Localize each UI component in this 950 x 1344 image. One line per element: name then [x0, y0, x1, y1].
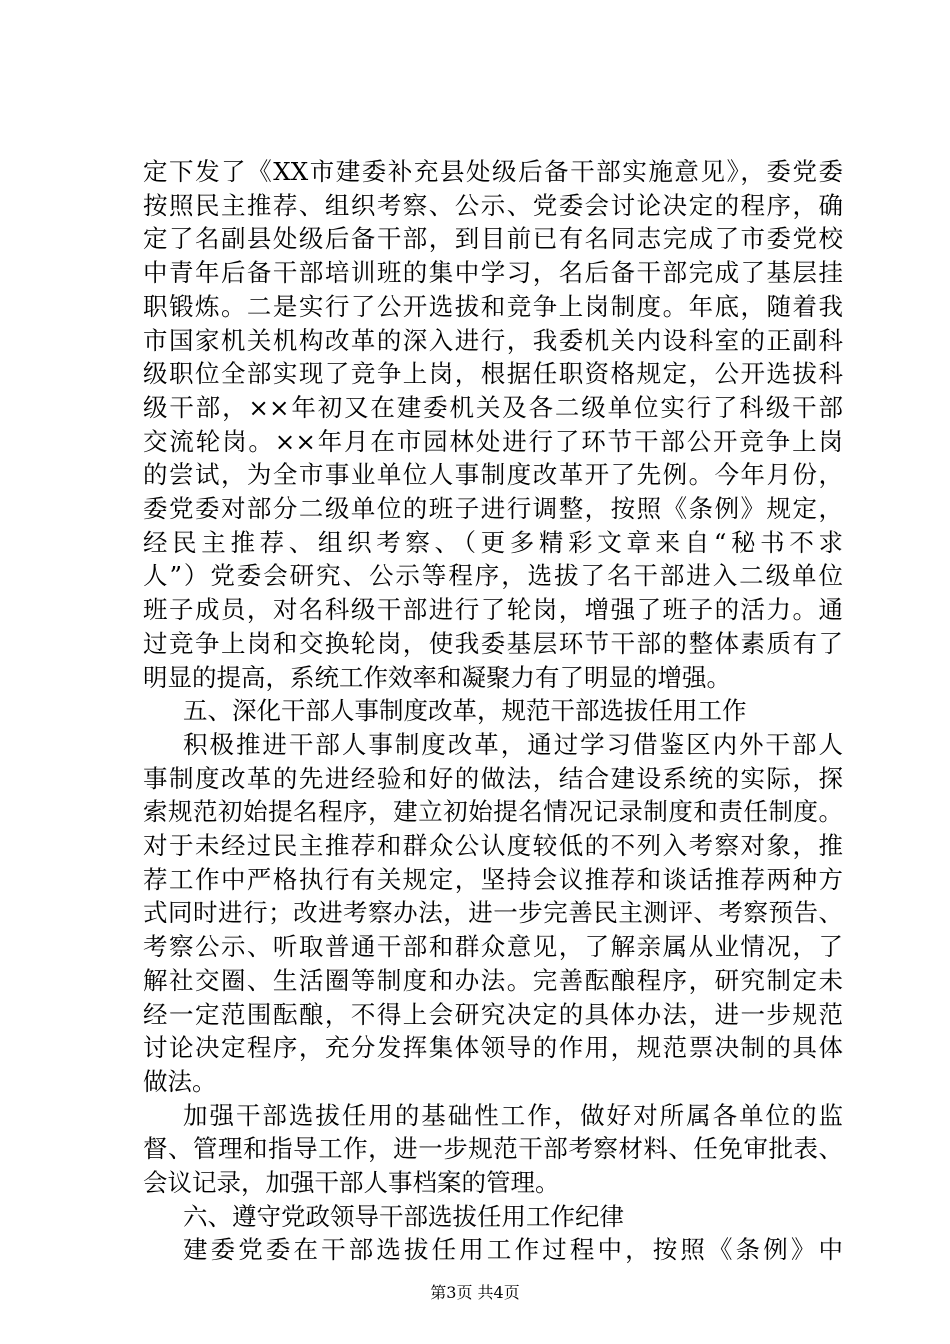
paragraph-first-line: 建委党委在干部选拔任用工作过程中，按照《条例》中 [183, 1235, 843, 1265]
body-text-line: 讨论决定程序，充分发挥集体领导的作用，规范票决制的具体 [143, 1033, 843, 1063]
paragraph-first-line: 积极推进干部人事制度改革，通过学习借鉴区内外干部人 [183, 729, 843, 759]
body-text-line: 索规范初始提名程序，建立初始提名情况记录制度和责任制度。 [143, 797, 843, 827]
section-heading: 六、遵守党政领导干部选拔任用工作纪律 [183, 1201, 624, 1231]
paragraph-first-line: 加强干部选拔任用的基础性工作，做好对所属各单位的监 [183, 1100, 843, 1130]
body-text-line: 解社交圈、生活圈等制度和办法。完善酝酿程序，研究制定未 [143, 965, 843, 995]
body-text-line: 定了名副县处级后备干部，到目前已有名同志完成了市委党校 [143, 224, 843, 254]
body-text-line: 事制度改革的先进经验和好的做法，结合建设系统的实际，探 [143, 763, 843, 793]
body-text-line: 交流轮岗。××年月在市园林处进行了环节干部公开竞争上岗 [143, 426, 843, 456]
body-text-line: 级职位全部实现了竞争上岗，根据任职资格规定，公开选拔科 [143, 359, 843, 389]
body-text-line: 级干部，××年初又在建委机关及各二级单位实行了科级干部 [143, 392, 843, 422]
body-text-line: 式同时进行；改进考察办法，进一步完善民主测评、考察预告、 [143, 898, 843, 928]
body-text-line: 职锻炼。二是实行了公开选拔和竞争上岗制度。年底，随着我 [143, 291, 843, 321]
body-text-line: 会议记录，加强干部人事档案的管理。 [143, 1168, 560, 1197]
section-heading: 五、深化干部人事制度改革，规范干部选拔任用工作 [183, 696, 747, 726]
body-text-line: 人”）党委会研究、公示等程序，选拔了名干部进入二级单位 [143, 561, 843, 591]
body-text-line: 考察公示、听取普通干部和群众意见，了解亲属从业情况，了 [143, 932, 843, 962]
body-text-line: 市国家机关机构改革的深入进行，我委机关内设科室的正副科 [143, 325, 843, 355]
body-text-line: 经一定范围酝酿，不得上会研究决定的具体办法，进一步规范 [143, 999, 843, 1029]
body-text-line: 经民主推荐、组织考察、（更多精彩文章来自“秘书不求 [143, 527, 843, 557]
body-text-line: 明显的提高，系统工作效率和凝聚力有了明显的增强。 [143, 662, 731, 692]
body-text-line: 班子成员，对名科级干部进行了轮岗，增强了班子的活力。通 [143, 595, 843, 625]
body-text-line: 督、管理和指导工作，进一步规范干部考察材料、任免审批表、 [143, 1134, 843, 1164]
body-text-line: 的尝试，为全市事业单位人事制度改革开了先例。今年月份， [143, 460, 843, 490]
body-text-line: 过竞争上岗和交换轮岗，使我委基层环节干部的整体素质有了 [143, 628, 843, 658]
body-text-line: 委党委对部分二级单位的班子进行调整，按照《条例》规定， [143, 494, 843, 523]
body-text-line: 做法。 [143, 1066, 217, 1096]
body-text-line: 按照民主推荐、组织考察、公示、党委会讨论决定的程序，确 [143, 190, 843, 220]
page-footer: 第3页 共4页 [430, 1283, 520, 1302]
body-text-line: 对于未经过民主推荐和群众公认度较低的不列入考察对象，推 [143, 831, 843, 860]
body-text-line: 中青年后备干部培训班的集中学习，名后备干部完成了基层挂 [143, 258, 843, 288]
body-text-line: 荐工作中严格执行有关规定，坚持会议推荐和谈话推荐两种方 [143, 864, 843, 894]
body-text-line: 定下发了《XX市建委补充县处级后备干部实施意见》，委党委 [143, 157, 843, 186]
